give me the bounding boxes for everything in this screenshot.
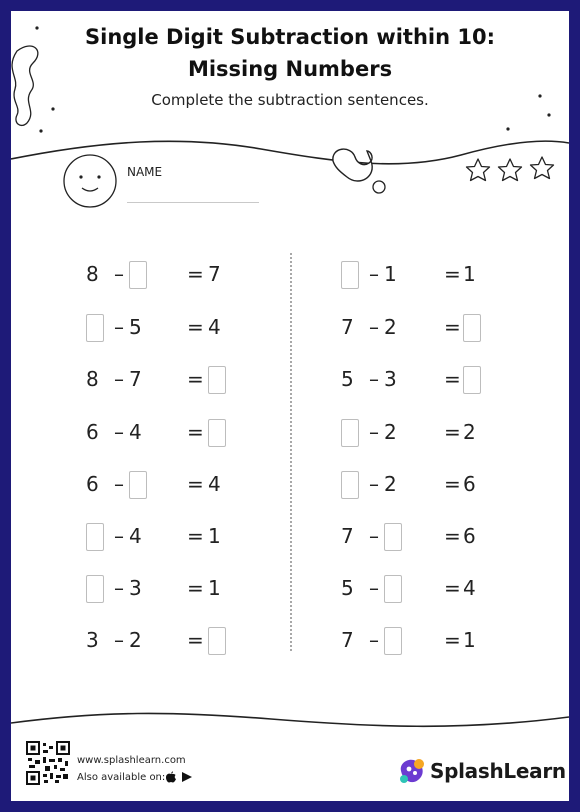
minus-sign: – — [114, 420, 124, 444]
name-field[interactable] — [127, 202, 259, 203]
equals-sign: = — [187, 315, 204, 339]
equals-sign: = — [444, 524, 461, 548]
result: 7 — [208, 262, 221, 286]
operand-b: 2 — [384, 420, 397, 444]
play-store-icon — [182, 772, 192, 782]
sparkle-dot — [506, 127, 509, 130]
result: 4 — [463, 576, 476, 600]
operand-a: 6 — [86, 420, 99, 444]
smiley-face-icon — [64, 155, 116, 207]
answer-box[interactable] — [341, 419, 359, 447]
equals-sign: = — [444, 420, 461, 444]
equals-sign: = — [187, 367, 204, 391]
minus-sign: – — [369, 524, 379, 548]
operand-b: 4 — [129, 524, 142, 548]
minus-sign: – — [114, 367, 124, 391]
minus-sign: – — [369, 628, 379, 652]
result: 4 — [208, 472, 221, 496]
answer-box[interactable] — [129, 261, 147, 289]
result: 1 — [208, 524, 221, 548]
minus-sign: – — [114, 524, 124, 548]
equals-sign: = — [187, 628, 204, 652]
operand-a: 5 — [341, 367, 354, 391]
minus-sign: – — [369, 367, 379, 391]
footer-wave — [11, 713, 569, 726]
equals-sign: = — [187, 262, 204, 286]
result: 1 — [208, 576, 221, 600]
operand-b: 5 — [129, 315, 142, 339]
answer-box[interactable] — [208, 419, 226, 447]
operand-b: 2 — [384, 472, 397, 496]
instructions: Complete the subtraction sentences. — [151, 91, 429, 109]
minus-sign: – — [114, 576, 124, 600]
operand-b: 2 — [384, 315, 397, 339]
operand-a: 7 — [341, 628, 354, 652]
operand-b: 3 — [129, 576, 142, 600]
star-icon — [531, 157, 554, 179]
answer-box[interactable] — [86, 314, 104, 342]
equals-sign: = — [187, 576, 204, 600]
operand-b: 7 — [129, 367, 142, 391]
equals-sign: = — [444, 315, 461, 339]
minus-sign: – — [114, 262, 124, 286]
equals-sign: = — [187, 420, 204, 444]
answer-box[interactable] — [384, 627, 402, 655]
answer-box[interactable] — [86, 523, 104, 551]
equals-sign: = — [444, 576, 461, 600]
operand-a: 3 — [86, 628, 99, 652]
result: 6 — [463, 524, 476, 548]
equals-sign: = — [444, 262, 461, 286]
equals-sign: = — [187, 524, 204, 548]
worksheet-page — [11, 11, 569, 801]
minus-sign: – — [369, 576, 379, 600]
operand-b: 4 — [129, 420, 142, 444]
result: 2 — [463, 420, 476, 444]
available-on-label: Also available on: — [77, 772, 166, 783]
star-icon — [499, 159, 522, 181]
sparkle-dot — [547, 113, 550, 116]
minus-sign: – — [369, 262, 379, 286]
minus-sign: – — [114, 628, 124, 652]
website-link[interactable]: www.splashlearn.com — [77, 755, 186, 766]
bubble-decoration — [373, 181, 385, 193]
operand-b: 3 — [384, 367, 397, 391]
answer-box[interactable] — [86, 575, 104, 603]
operand-b: 2 — [129, 628, 142, 652]
swirl-decoration — [333, 149, 372, 181]
equals-sign: = — [444, 367, 461, 391]
result: 4 — [208, 315, 221, 339]
minus-sign: – — [114, 315, 124, 339]
minus-sign: – — [369, 315, 379, 339]
equals-sign: = — [187, 472, 204, 496]
sparkle-dot — [39, 129, 42, 132]
qr-code-icon — [26, 741, 70, 785]
operand-a: 5 — [341, 576, 354, 600]
store-icons — [165, 771, 195, 783]
equals-sign: = — [444, 628, 461, 652]
result: 1 — [463, 262, 476, 286]
wave-divider — [11, 141, 569, 164]
operand-b: 1 — [384, 262, 397, 286]
result: 1 — [463, 628, 476, 652]
result: 6 — [463, 472, 476, 496]
answer-box[interactable] — [463, 366, 481, 394]
page-title-line2: Missing Numbers — [187, 57, 393, 81]
operand-a: 6 — [86, 472, 99, 496]
operand-a: 8 — [86, 262, 99, 286]
minus-sign: – — [369, 420, 379, 444]
brand-name: SplashLearn — [430, 759, 566, 783]
answer-box[interactable] — [341, 471, 359, 499]
operand-a: 7 — [341, 315, 354, 339]
operand-a: 7 — [341, 524, 354, 548]
answer-box[interactable] — [208, 366, 226, 394]
operand-a: 8 — [86, 367, 99, 391]
star-icon — [467, 159, 490, 181]
apple-icon — [166, 771, 176, 782]
name-label: NAME — [127, 165, 163, 179]
answer-box[interactable] — [208, 627, 226, 655]
answer-box[interactable] — [129, 471, 147, 499]
page-title: Single Digit Subtraction within 10: — [85, 25, 495, 49]
answer-box[interactable] — [384, 523, 402, 551]
answer-box[interactable] — [341, 261, 359, 289]
minus-sign: – — [369, 472, 379, 496]
answer-box[interactable] — [384, 575, 402, 603]
minus-sign: – — [114, 472, 124, 496]
splashlearn-logo-icon — [397, 757, 427, 785]
column-divider — [290, 253, 292, 651]
answer-box[interactable] — [463, 314, 481, 342]
equals-sign: = — [444, 472, 461, 496]
